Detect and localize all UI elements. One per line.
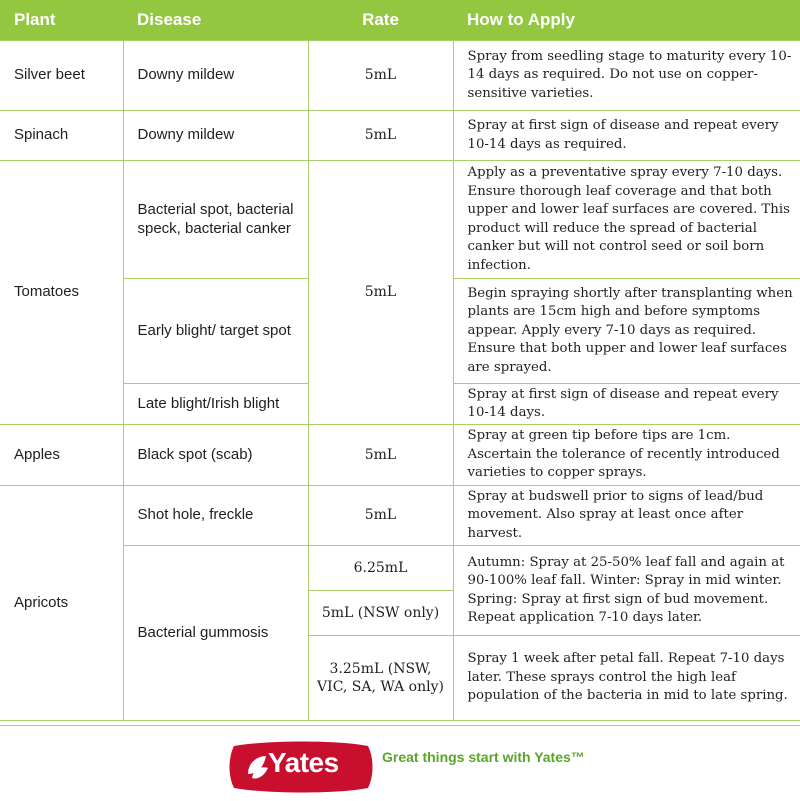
table-row bbox=[0, 111, 800, 161]
disease-cell: Bacterial gummosis bbox=[123, 546, 308, 721]
tagline: Great things start with Yates™ bbox=[382, 749, 585, 765]
table-row bbox=[0, 425, 800, 486]
rate-cell: 6.25mL bbox=[308, 546, 453, 591]
apply-cell: Autumn: Spray at 25-50% leaf fall and again at 90-100% leaf fall. Winter: Spray in mid winter. Spring: Spray at first sign of bud movement. Repeat application 7-10 days later. bbox=[453, 546, 800, 636]
plant-cell: Tomatoes bbox=[0, 161, 123, 425]
header-disease: Disease bbox=[123, 0, 308, 41]
apply-cell: Spray at green tip before tips are 1cm. Ascertain the tolerance of recently introduced varieties to copper sprays. bbox=[453, 425, 800, 486]
rate-cell: 3.25mL (NSW, VIC, SA, WA only) bbox=[308, 636, 453, 721]
logo-text: Yates bbox=[268, 747, 339, 778]
rate-cell: 5mL bbox=[308, 111, 453, 161]
disease-cell: Downy mildew bbox=[123, 111, 308, 161]
apply-cell: Begin spraying shortly after transplanting when plants are 15cm high and before symptoms appear. Apply every 7-10 days as required. Ensure that both upper and lower leaf surfaces are sprayed. bbox=[453, 279, 800, 384]
footer bbox=[0, 725, 800, 801]
disease-cell: Black spot (scab) bbox=[123, 425, 308, 486]
rate-cell: 5mL bbox=[308, 41, 453, 111]
rate-cell: 5mL bbox=[308, 486, 453, 546]
plant-cell: Silver beet bbox=[0, 41, 123, 111]
disease-cell: Downy mildew bbox=[123, 41, 308, 111]
apply-cell: Spray from seedling stage to maturity every 10-14 days as required. Do not use on copper-sensitive varieties. bbox=[453, 41, 800, 111]
plant-cell: Spinach bbox=[0, 111, 123, 161]
apply-cell: Apply as a preventative spray every 7-10 days. Ensure thorough leaf coverage and that both upper and lower leaf surfaces are covered. This product will reduce the spread of bacterial canker but will not control seed or soil born infection. bbox=[453, 161, 800, 279]
apply-cell: Spray at first sign of disease and repeat every 10-14 days as required. bbox=[453, 111, 800, 161]
header-how-to-apply: How to Apply bbox=[453, 0, 800, 41]
rate-cell: 5mL bbox=[308, 161, 453, 425]
table-row bbox=[0, 486, 800, 546]
rate-cell: 5mL bbox=[308, 425, 453, 486]
apply-cell: Spray at first sign of disease and repeat every 10-14 days. bbox=[453, 384, 800, 425]
plant-cell: Apples bbox=[0, 425, 123, 486]
header-plant: Plant bbox=[0, 0, 123, 41]
table-row bbox=[0, 41, 800, 111]
disease-cell: Shot hole, freckle bbox=[123, 486, 308, 546]
table-row bbox=[0, 161, 800, 279]
header-rate: Rate bbox=[308, 0, 453, 41]
rate-cell: 5mL (NSW only) bbox=[308, 591, 453, 636]
plant-cell: Apricots bbox=[0, 486, 123, 721]
disease-cell: Bacterial spot, bacterial speck, bacterial canker bbox=[123, 161, 308, 279]
apply-cell: Spray at budswell prior to signs of lead/bud movement. Also spray at least once after harvest. bbox=[453, 486, 800, 546]
header-row bbox=[0, 0, 800, 41]
apply-cell: Spray 1 week after petal fall. Repeat 7-10 days later. These sprays control the high leaf population of the bacteria in mid to late spring. bbox=[453, 636, 800, 721]
disease-cell: Late blight/Irish blight bbox=[123, 384, 308, 425]
disease-cell: Early blight/ target spot bbox=[123, 279, 308, 384]
